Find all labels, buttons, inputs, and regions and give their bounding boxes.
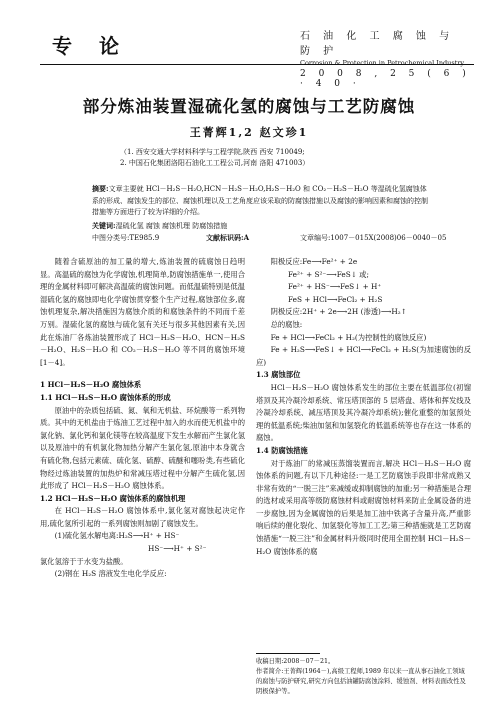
header-rule bbox=[40, 64, 474, 65]
equation-3: Fe²⁺ + HS⁻⟶FeS↓ + H⁺ bbox=[288, 282, 382, 292]
article-number: 文章编号:1007－015X(2008)06－0040－05 bbox=[300, 234, 447, 242]
abstract-text: 文章主要就 HCl－H₂S－H₂O,HCN－H₂S－H₂O,H₂S－H₂O 和 CO₂－H₂S－H₂O 等湿硫化氢腐蚀体系的形成、腐蚀发生的部位、腐蚀机理以及工艺角度应该采取的防腐蚀措施以及腐蚀的影响因素和腐蚀的控制措施等方面进行了较为详细的介绍。 bbox=[92, 185, 428, 216]
equation-total-2: Fe + H₂S⟶FeS↓ + HCl⟶FeCl₂ + H₂S(为加速腐蚀的反应) bbox=[256, 345, 471, 367]
keywords-text: 湿硫化氢 腐蚀 腐蚀机理 防腐蚀措施 bbox=[115, 222, 228, 230]
heading-1-3: 1.3 腐蚀部位 bbox=[256, 370, 301, 380]
journal-title-en: Corrosion & Protection in Petrochemical Industry bbox=[300, 59, 465, 67]
clc-number: 中图分类号:TE985.9 bbox=[92, 234, 160, 242]
abstract bbox=[92, 183, 432, 219]
keywords-label: 关键词: bbox=[92, 221, 116, 230]
authors: 王菁辉1,2 赵文珍1 bbox=[189, 126, 309, 139]
journal-header bbox=[300, 27, 475, 89]
journal-title-cn: 石 油 化 工 腐 蚀 与 防 护 bbox=[300, 31, 455, 57]
section-label: 专 论 bbox=[52, 34, 129, 58]
footnote-rule bbox=[256, 653, 320, 654]
equation-anode: 阳极反应:Fe⟶Fe²⁺ + 2e bbox=[270, 257, 358, 266]
affiliation-2: 2. 中国石化集团洛阳石油化工工程公司,河南 洛阳 471003） bbox=[120, 159, 310, 167]
footnote bbox=[256, 657, 471, 697]
paragraph-1-1: 原油中的杂质包括硫、氮、氧和无机盐、环烷酸等一系列物质。其中的无机盐由于炼油工艺过程中加入的水而使无机盐中的氯化钠、氯化钙和氯化镁等在较高温度下发生水解而产生氯化氢以及原油中的有机氯化物加热分解产生氯化氢,原油中本身就含有硫化物,包括元素硫、硫化氢、硫醇、硫醚和噻吩类,有些硫化物经过炼油装置的加热炉和常减压塔过程中分解产生硫化氢,因此形成了 HCl－H₂S－H₂O 腐蚀体系。 bbox=[40, 405, 245, 491]
equation-hydrolysis: (1)硫化氢水解电离:H₂S⟶H⁺ + HS⁻ bbox=[54, 531, 180, 541]
paragraph-1-4: 对于炼油厂的常减压蒸馏装置而言,解决 HCl－H₂S－H₂O 腐蚀体系的问题,有以下几种途径:一是工艺防腐蚀手段即非常成熟又非常有效的“一脱三注”来减缓或抑制腐蚀的加重;另一种措施是合理的选材或采用高等级防腐蚀材料或耐腐蚀材料来防止金属设备的进一步腐蚀,因为金属腐蚀的后果是加工油中铁离子含量升高,严重影响后续的催化裂化、加氢裂化等加工工艺;第三种措施就是工艺防腐蚀措施“一脱三注”和金属材料升级同时使用全面控制 HCl－H₂S－H₂O 腐蚀体系的腐 bbox=[256, 458, 471, 556]
heading-1-4: 1.4 防腐蚀措施 bbox=[256, 445, 308, 455]
intro-paragraph: 随着含硫原油的加工量的增大,炼油装置的硫腐蚀日趋明显。高温硫的腐蚀为化学腐蚀,机理简单,防腐蚀措施单一,使用合理的金属材料即可解决高温硫的腐蚀问题。而低温硫特别是低温湿硫化氢的腐蚀即电化学腐蚀贯穿整个生产过程,腐蚀部位多,腐蚀机理复杂,解决措施因为腐蚀介质的和腐蚀条件的不同而千差万别。湿硫化氢的腐蚀与硫化氢有关还与很多其他因素有关,因此在炼油厂各炼油装置形成了 HCl－H₂S－H₂O、HCN－H₂S－H₂O、H₂S－H₂O 和 CO₂－H₂S－H₂O 等不同的腐蚀环境[1－4]。 bbox=[40, 257, 245, 367]
paragraph-1-3: HCl－H₂S－H₂O 腐蚀体系发生的部位主要在低温部位(初馏塔顶及其冷凝冷却系统、常压塔顶部的 5 层塔盘、塔体和挥发线及冷凝冷却系统、减压塔顶及其冷凝冷却系统);催化重整的加氢预处理的低温系统;柴油加氢和加氢裂化的低温系统等也存在这一体系的腐蚀。 bbox=[256, 382, 471, 443]
equation-4: FeS + HCl⟶FeCl₂ + H₂S bbox=[288, 294, 383, 304]
received-date: 收稿日期:2008－07－21。 bbox=[256, 658, 335, 665]
document-code: 文献标识码:A bbox=[206, 233, 250, 242]
heading-1: 1 HCl－H₂S－H₂O 腐蚀体系 bbox=[40, 380, 142, 390]
abstract-label: 摘要: bbox=[92, 184, 109, 193]
left-column bbox=[40, 256, 245, 581]
equation-total-label: 总的腐蚀: bbox=[270, 319, 303, 329]
equation-2: Fe²⁺ + S²⁻⟶FeS↓ 或; bbox=[288, 269, 369, 279]
equation-electrochemical-title: (2)钢在 H₂S 溶液发生电化学反应: bbox=[54, 569, 167, 579]
right-column bbox=[256, 256, 471, 558]
issue-info: 2 0 0 8 , 2 5 ( 6 ) · 4 0 · bbox=[300, 69, 471, 89]
affiliation-1: （1. 西安交通大学材料科学与工程学院,陕西 西安 710049; bbox=[120, 148, 305, 156]
equation-hydrolysis-2: HS⁻⟶H⁺ + S²⁻ bbox=[148, 544, 207, 554]
paragraph-1-2: 在 HCl－H₂S－H₂O 腐蚀体系中,氯化氢对腐蚀起决定作用,硫化氢所引起的一系列腐蚀则加剧了腐蚀发生。 bbox=[40, 506, 245, 528]
article-title: 部分炼油装置湿硫化氢的腐蚀与工艺防腐蚀 bbox=[82, 97, 416, 116]
equation-cathode: 阴极反应:2H⁺ + 2e⟶2H (渗透)⟶H₂↑ bbox=[270, 307, 407, 317]
keywords bbox=[92, 221, 227, 231]
note-hcl: 氯化氢溶于于水变为盐酸。 bbox=[40, 556, 128, 566]
equation-total-1: Fe + HCl⟶FeCl₂ + H₂(为控制性的腐蚀反应) bbox=[270, 332, 427, 342]
author-bio: 作者简介:王菁辉(1964－),高级工程师,1989 年以来一直从事石油化工领域的腐蚀与防护研究,研究方向包括油罐防腐蚀涂料、缓蚀剂、材料表面改性及阴极保护等。 bbox=[256, 668, 466, 695]
heading-1-1: 1.1 HCl－H₂S－H₂O 腐蚀体系的形成 bbox=[40, 392, 171, 402]
heading-1-2: 1.2 HCl－H₂S－H₂O 腐蚀体系的腐蚀机理 bbox=[40, 493, 186, 503]
